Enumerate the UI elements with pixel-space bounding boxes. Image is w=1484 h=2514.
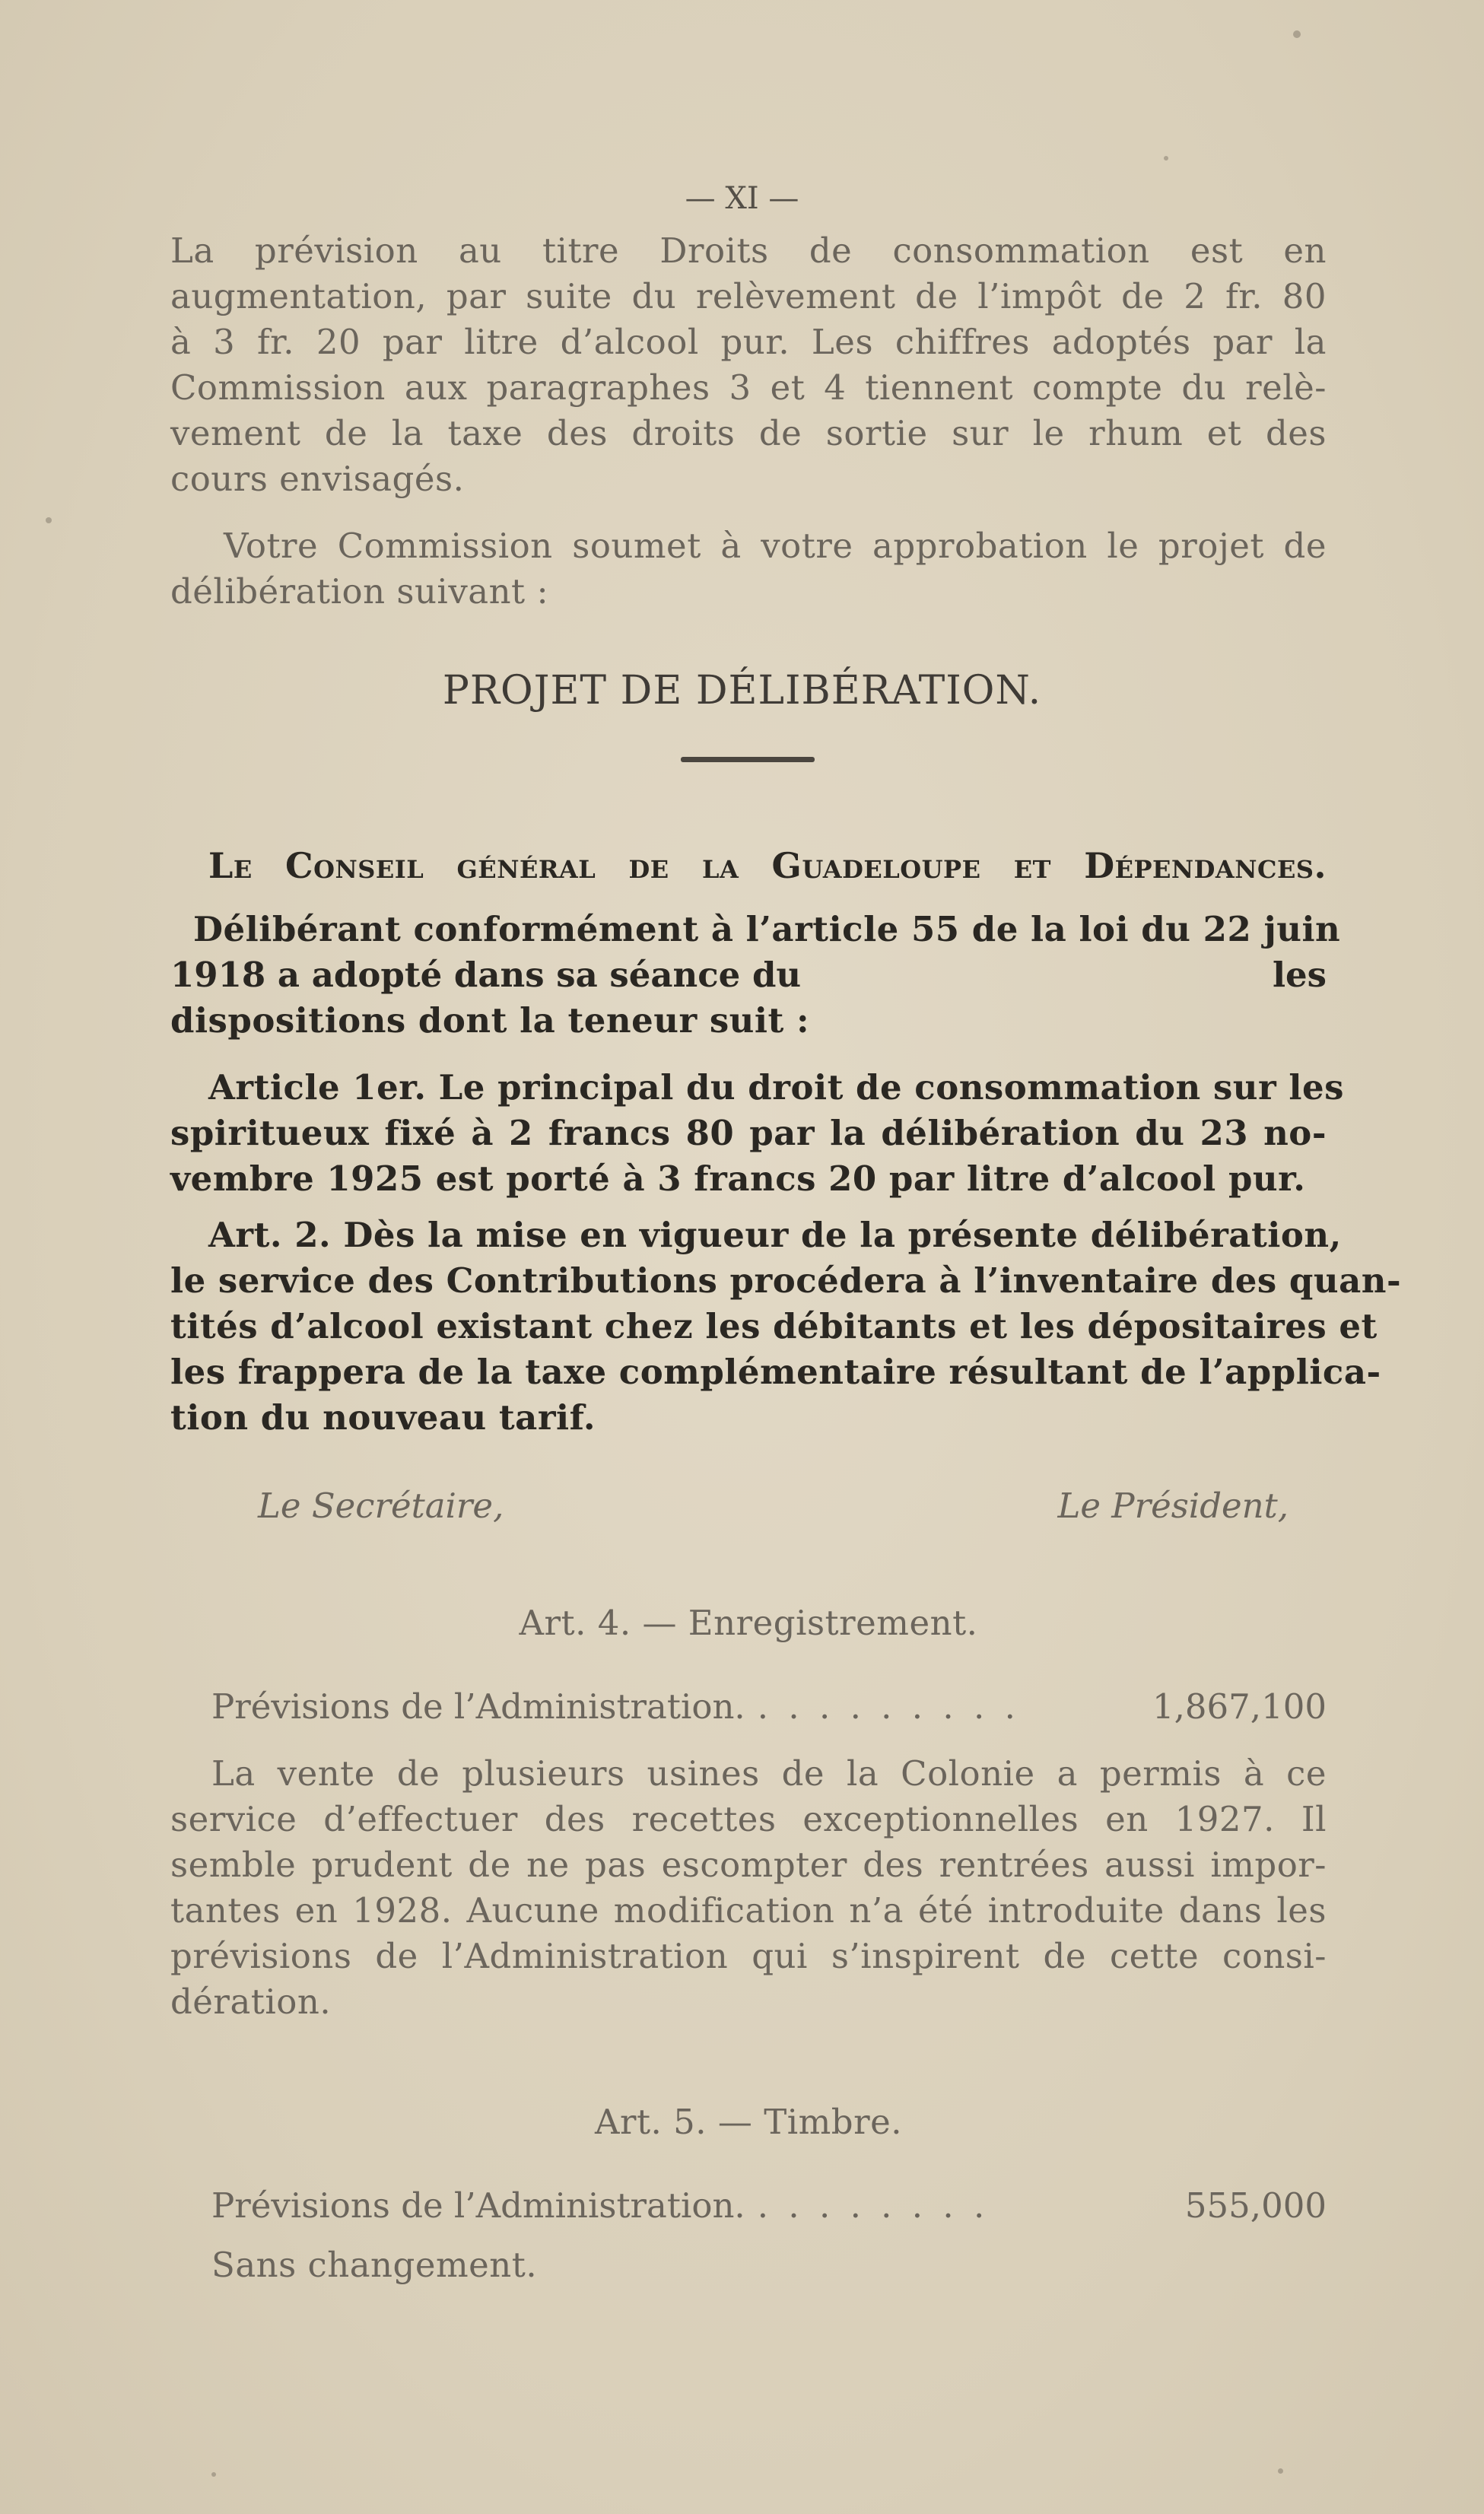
- art4-forecast-dots: . . . . . . . . .: [757, 1686, 1020, 1727]
- art4-line: prévisions de l’Administration qui s’inspirent de cette consi-: [170, 1936, 1327, 1976]
- art4-line: tantes en 1928. Aucune modification n’a été introduite dans les: [170, 1890, 1327, 1931]
- art4-forecast-row: [170, 1684, 1327, 1730]
- intro-line: augmentation, par suite du relèvement de l’impôt de 2 fr. 80: [170, 276, 1327, 316]
- art5-heading: Art. 5. — Timbre.: [594, 2102, 903, 2142]
- art5-forecast-amount: 555,000: [1184, 2185, 1327, 2226]
- article1-line: vembre 1925 est porté à 3 francs 20 par litre d’alcool pur.: [170, 1158, 1306, 1199]
- preamble-left: 1918 a adopté dans sa séance du: [170, 955, 802, 995]
- art5-forecast-dots: . . . . . . . .: [757, 2185, 990, 2226]
- preamble-right: les: [1272, 955, 1327, 995]
- council-title: Le Conseil général de la Guadeloupe et Dépendances.: [208, 845, 1327, 886]
- art4-line: semble prudent de ne pas escompter des rentrées aussi impor-: [170, 1845, 1327, 1885]
- article2-line: tion du nouveau tarif.: [170, 1397, 596, 1438]
- art5-forecast-label: Prévisions de l’Administration.: [211, 2185, 745, 2226]
- art4-line: La vente de plusieurs usines de la Colonie a permis à ce: [211, 1753, 1327, 1794]
- art4-forecast-amount: 1,867,100: [1152, 1686, 1327, 1727]
- ink-speck: [1278, 2468, 1283, 2474]
- art5-forecast-row: [170, 2183, 1327, 2229]
- ink-speck: [1293, 30, 1301, 38]
- projet-heading: PROJET DE DÉLIBÉRATION.: [442, 668, 1042, 714]
- page-folio: — XI —: [685, 181, 799, 216]
- article2-line: tités d’alcool existant chez les débitants et les dépositaires et: [170, 1306, 1378, 1346]
- art4-line: dération.: [170, 1982, 332, 2022]
- ink-speck: [211, 2472, 216, 2477]
- intro-line: à 3 fr. 20 par litre d’alcool pur. Les chiffres adoptés par la: [170, 322, 1327, 362]
- intro-line: cours envisagés.: [170, 459, 465, 499]
- intro-line: Commission aux paragraphes 3 et 4 tiennent compte du relè-: [170, 367, 1327, 408]
- preamble-line: dispositions dont la teneur suit :: [170, 1000, 810, 1041]
- intro-line: La prévision au titre Droits de consommation est en: [170, 230, 1327, 271]
- article2-line: le service des Contributions procédera à l’inventaire des quan-: [170, 1260, 1402, 1301]
- article2-line: les frappera de la taxe complémentaire résultant de l’applica-: [170, 1352, 1381, 1392]
- intro-line: vement de la taxe des droits de sortie sur le rhum et des: [170, 413, 1327, 453]
- ink-speck: [46, 517, 52, 523]
- heading-rule: [681, 757, 815, 762]
- signature-row: [170, 1483, 1327, 1529]
- approval-line: Votre Commission soumet à votre approbation le projet de: [224, 526, 1327, 566]
- preamble-line: Délibérant conformément à l’article 55 de la loi du 22 juin: [193, 909, 1341, 949]
- approval-line: délibération suivant :: [170, 571, 549, 612]
- article1-line: spiritueux fixé à 2 francs 80 par la délibération du 23 no-: [170, 1113, 1327, 1153]
- art4-heading: Art. 4. — Enregistrement.: [519, 1603, 978, 1643]
- art4-forecast-label: Prévisions de l’Administration.: [211, 1686, 745, 1727]
- ink-speck: [1164, 156, 1168, 161]
- article1-line: Article 1er. Le principal du droit de consommation sur les: [208, 1067, 1344, 1108]
- president-signature: Le Président,: [1057, 1486, 1289, 1526]
- art4-line: service d’effectuer des recettes exceptionnelles en 1927. Il: [170, 1799, 1327, 1839]
- article2-line: Art. 2. Dès la mise en vigueur de la présente délibération,: [208, 1215, 1342, 1255]
- art5-note: Sans changement.: [211, 2245, 538, 2285]
- preamble-line-split: [170, 952, 1327, 998]
- secretary-signature: Le Secrétaire,: [258, 1486, 504, 1526]
